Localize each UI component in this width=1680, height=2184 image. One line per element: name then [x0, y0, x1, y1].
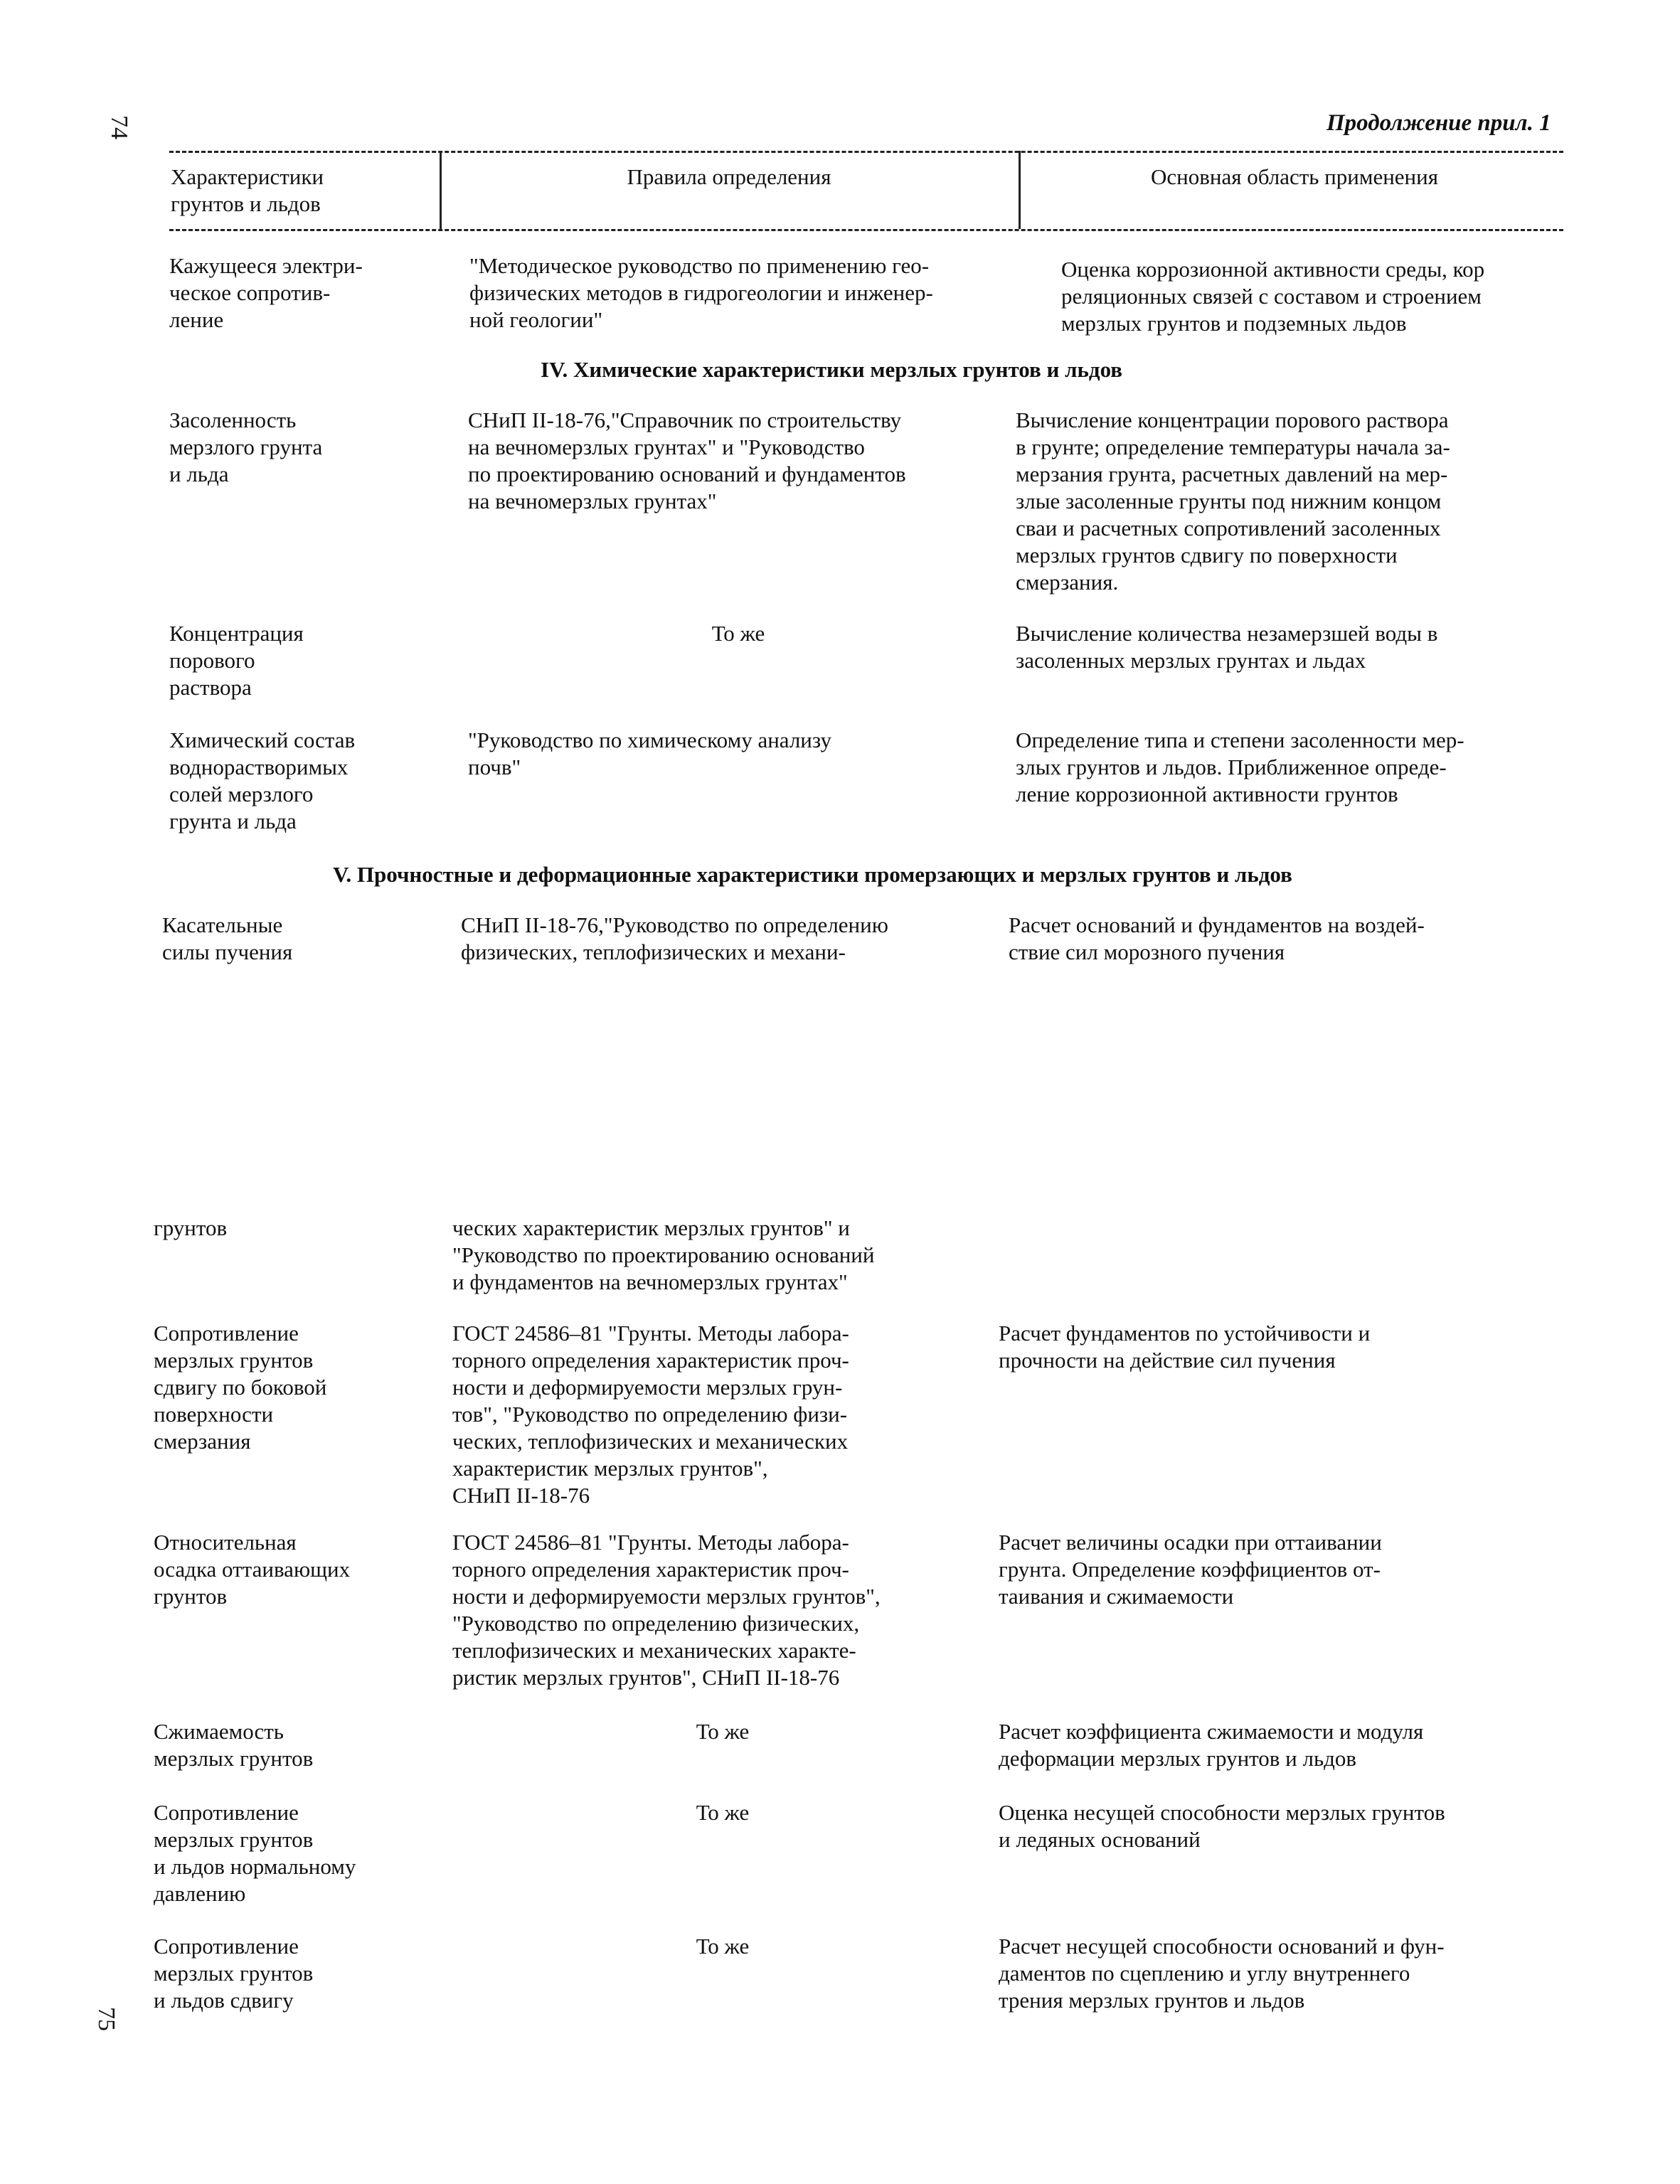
header-col-rules: Правила определения: [627, 164, 831, 189]
row-compressibility-c2: То же: [696, 1719, 750, 1744]
row-electrical-resistance-c2: "Методическое руководство по применению гео- физических методов в гидрогеологии и инженер- ной геологии": [469, 253, 933, 332]
row-heaving-forces-cont-c1: грунтов: [154, 1215, 228, 1240]
row-normal-pressure-c2: То же: [696, 1800, 750, 1825]
row-normal-pressure-c3: Оценка несущей способности мерзлых грунтов и ледяных оснований: [999, 1800, 1445, 1852]
row-thaw-settlement-c1: Относительная осадка оттаивающих грунтов: [154, 1530, 351, 1609]
header-divider-2: [1019, 151, 1021, 229]
page-number-top: 74: [106, 115, 132, 139]
row-salinity-c1: Засоленность мерзлого грунта и льда: [169, 407, 323, 486]
row-salinity-c3: Вычисление концентрации порового раствора в грунте; определение температуры начала за- мерзания грунта, расчетных давлений на мер- злые засоленные грунты под нижним концом сваи и расчетных сопротивлений засоленных мерзлых грунтов сдвигу по поверхности смерзания.: [1016, 407, 1450, 595]
page-number-bottom: 75: [93, 2007, 119, 2031]
row-compressibility-c3: Расчет коэффициента сжимаемости и модуля деформации мерзлых грунтов и льдов: [999, 1719, 1424, 1771]
row-shear-resistance-c1: Сопротивление мерзлых грунтов и льдов сдвигу: [154, 1934, 314, 2013]
row-electrical-resistance-c3: Оценка коррозионной активности среды, кор реляционных связей с составом и строением мерзлых грунтов и подземных льдов: [1061, 257, 1485, 336]
header-bottom-rule: [169, 229, 1563, 231]
continuation-note: Продолжение прил. 1: [1327, 110, 1551, 136]
header-col-characteristics: Характеристики грунтов и льдов: [171, 164, 324, 216]
row-pore-solution-c2: То же: [711, 621, 765, 646]
row-pore-solution-c3: Вычисление количества незамерзшей воды в засоленных мерзлых грунтах и льдах: [1016, 621, 1438, 673]
row-salinity-c2: СНиП II-18-76,"Справочник по строительству на вечномерзлых грунтах" и "Руководство по проектированию оснований и фундаментов на вечномерзлых грунтах": [468, 407, 906, 513]
row-thaw-settlement-c2: ГОСТ 24586–81 "Грунты. Методы лабора- торного определения характеристик проч- ности и деформируемости мерзлых грунтов", "Руководство по определению физических, теплофизических и механических характе- ристик мерзлых грунтов", СНиП II-18-76: [452, 1530, 881, 1690]
row-heaving-forces-cont-c2: ческих характеристик мерзлых грунтов" и "Руководство по проектированию оснований и фундаментов на вечномерзлых грунтах": [452, 1215, 875, 1294]
row-heaving-forces-c3: Расчет оснований и фундаментов на воздей- ствие сил морозного пучения: [1009, 912, 1425, 964]
row-compressibility-c1: Сжимаемость мерзлых грунтов: [154, 1719, 314, 1771]
header-divider-1: [440, 151, 442, 229]
row-chemical-composition-c2: "Руководство по химическому анализу почв": [468, 728, 831, 779]
row-thaw-settlement-c3: Расчет величины осадки при оттаивании грунта. Определение коэффициентов от- таивания и сжимаемости: [999, 1530, 1382, 1609]
row-shear-resistance-c2: То же: [696, 1934, 750, 1959]
row-pore-solution-c1: Концентрация порового раствора: [169, 621, 304, 700]
row-chemical-composition-c1: Химический состав воднорастворимых солей мерзлого грунта и льда: [169, 728, 356, 833]
section-v-heading: V. Прочностные и деформационные характеристики промерзающих и мерзлых грунтов и льдов: [333, 862, 1292, 887]
row-normal-pressure-c1: Сопротивление мерзлых грунтов и льдов нормальному давлению: [154, 1800, 356, 1906]
row-lateral-shear-c2: ГОСТ 24586–81 "Грунты. Методы лабора- торного определения характеристик проч- ности и деформируемости мерзлых грун- тов", "Руководство по определению физи- ческих, теплофизических и механических характеристик мерзлых грунтов", СНиП II-18-76: [452, 1321, 849, 1508]
section-iv-heading: IV. Химические характеристики мерзлых грунтов и льдов: [541, 357, 1123, 382]
row-lateral-shear-c1: Сопротивление мерзлых грунтов сдвигу по боковой поверхности смерзания: [154, 1321, 327, 1454]
header-top-rule: [169, 151, 1563, 153]
row-chemical-composition-c3: Определение типа и степени засоленности мер- злых грунтов и льдов. Приближенное опреде- ление коррозионной активности грунтов: [1016, 728, 1464, 806]
row-lateral-shear-c3: Расчет фундаментов по устойчивости и прочности на действие сил пучения: [999, 1321, 1371, 1373]
row-electrical-resistance-c1: Кажущееся электри- ческое сопротив- ление: [169, 253, 363, 332]
header-col-application: Основная область применения: [1151, 164, 1438, 189]
row-heaving-forces-c2: СНиП II-18-76,"Руководство по определению физических, теплофизических и механи-: [461, 912, 888, 964]
row-shear-resistance-c3: Расчет несущей способности оснований и фун- даментов по сцеплению и углу внутреннего трения мерзлых грунтов и льдов: [999, 1934, 1445, 2013]
row-heaving-forces-c1: Касательные силы пучения: [162, 912, 293, 964]
